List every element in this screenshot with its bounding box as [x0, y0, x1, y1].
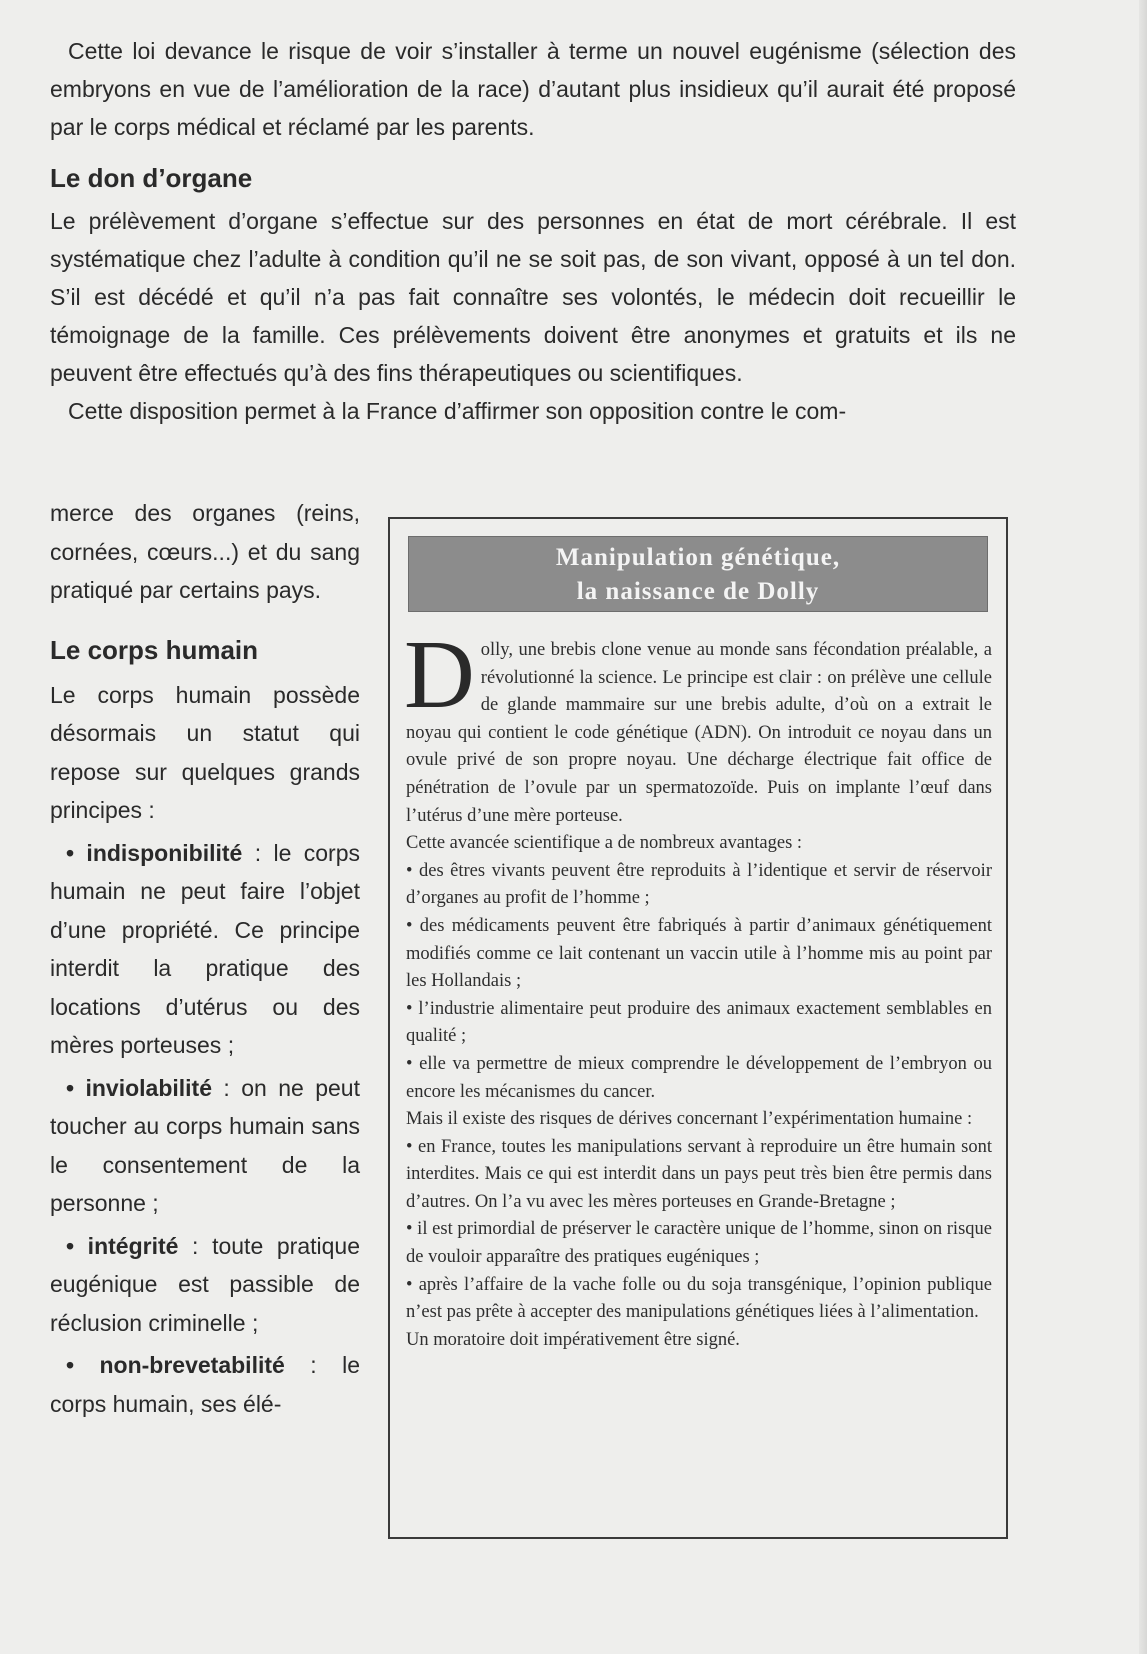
risks-intro: Mais il existe des risques de dérives concernant l’expérimentation humaine :	[406, 1109, 973, 1130]
top-text-block	[50, 32, 1016, 430]
dolly-intro-paragraph	[404, 621, 992, 830]
principle-text: : le corps humain, ses élé-	[50, 1352, 360, 1417]
dolly-title-line1: Manipulation génétique,	[555, 544, 841, 571]
corps-humain-intro: Le corps humain possède désormais un statut qui repose sur quelques grands principes :	[50, 681, 360, 823]
page-edge	[1139, 0, 1147, 1654]
principle-term: • non-brevetabilité	[66, 1352, 285, 1378]
principle-text: : on ne peut toucher au corps humain sans le consentement de la personne ;	[50, 1074, 360, 1216]
don-organe-paragraph: Le prélèvement d’organe s’effectue sur des personnes en état de mort cérébrale. Il est systématique chez l’adulte à condition qu’il ne se soit pas, de son vivant, opposé à un tel don. S’il est décédé et qu’il n’a pas fait connaître ses volontés, le médecin doit recueillir le témoignage de la famille. Ces prélèvements doivent être anonymes et gratuits et ils ne peuvent être effectués qu’à des fins thérapeutiques ou scientifiques.	[50, 208, 1016, 386]
principle-indisponibilite	[50, 834, 360, 1065]
principle-text: : toute pratique eugénique est passible de réclusion criminelle ;	[50, 1232, 360, 1336]
principle-term: • intégrité	[66, 1232, 179, 1259]
advantage-item: • des médicaments peuvent être fabriqués à partir d’animaux génétiquement modifiés comme ce lait contenant un vaccin utile à l’homme mis au point par les Hollandais ;	[406, 915, 992, 992]
section-title-don-organe: Le don d’organe	[50, 163, 253, 193]
principle-term: • indisponibilité	[66, 839, 243, 866]
intro-paragraph: Cette loi devance le risque de voir s’installer à terme un nouvel eugénisme (sélection des embryons en vue de l’amélioration de la race) d’autant plus insidieux qu’il aurait été proposé par le corps médical et réclamé par les parents.	[50, 38, 1016, 140]
principle-integrite	[50, 1227, 360, 1343]
dolly-intro-text: olly, une brebis clone venue au monde sans fécondation préalable, a révolutionné la science. Le principe est clair : on prélève une cellule de glande mammaire sur une brebis adulte, d’où on a extrait le noyau qui contient le code génétique (ADN). On introduit ce noyau dans un ovule privé de son propre noyau. Une décharge électrique fait office de pénétration de l’ovule par un spermatozoïde. Puis on implante l’œuf dans l’utérus d’une mère porteuse.	[406, 640, 992, 826]
risk-item: • après l’affaire de la vache folle ou du soja transgénique, l’opinion publique n’est pas prête à accepter des manipulations génétiques liées à l’alimentation.	[406, 1274, 992, 1323]
dolly-conclusion: Un moratoire doit impérativement être signé.	[406, 1329, 740, 1350]
principle-term: • inviolabilité	[66, 1074, 212, 1101]
advantage-item: • des êtres vivants peuvent être reproduits à l’identique et servir de réservoir d’organes au profit de l’homme ;	[406, 860, 992, 909]
risk-item: • il est primordial de préserver le caractère unique de l’homme, sinon on risque de vouloir apparaître des pratiques eugéniques ;	[406, 1219, 992, 1268]
principle-non-brevetabilite	[50, 1346, 360, 1423]
advantages-intro: Cette avancée scientifique a de nombreux avantages :	[406, 833, 803, 854]
dolly-title-line2: la naissance de Dolly	[576, 578, 820, 605]
dolly-box-title	[408, 536, 988, 612]
disposition-paragraph-end: merce des organes (reins, cornées, cœurs...) et du sang pratiqué par certains pays.	[50, 500, 360, 603]
risk-item: • en France, toutes les manipulations servant à reproduire un être humain sont interdites. Mais ce qui est interdit dans un pays peut très bien être permis dans d’autres. On l’a vu avec les mères porteuses en Grande-Bretagne ;	[406, 1136, 992, 1212]
dolly-sidebar-box	[388, 517, 1008, 1539]
advantage-item: • l’industrie alimentaire peut produire des animaux exactement semblables en qualité ;	[406, 998, 992, 1047]
advantage-item: • elle va permettre de mieux comprendre le développement de l’embryon ou encore les mécanismes du cancer.	[406, 1053, 992, 1102]
left-column	[50, 494, 360, 1423]
drop-cap: D	[404, 621, 475, 729]
disposition-paragraph-start: Cette disposition permet à la France d’affirmer son opposition contre le com-	[68, 398, 847, 424]
principle-inviolabilite	[50, 1069, 360, 1223]
principle-text: : le corps humain ne peut faire l’objet d’une propriété. Ce principe interdit la pratique des locations d’utérus ou des mères porteuses ;	[50, 839, 360, 1058]
section-title-corps-humain: Le corps humain	[50, 634, 259, 665]
dolly-box-body	[404, 621, 992, 1354]
